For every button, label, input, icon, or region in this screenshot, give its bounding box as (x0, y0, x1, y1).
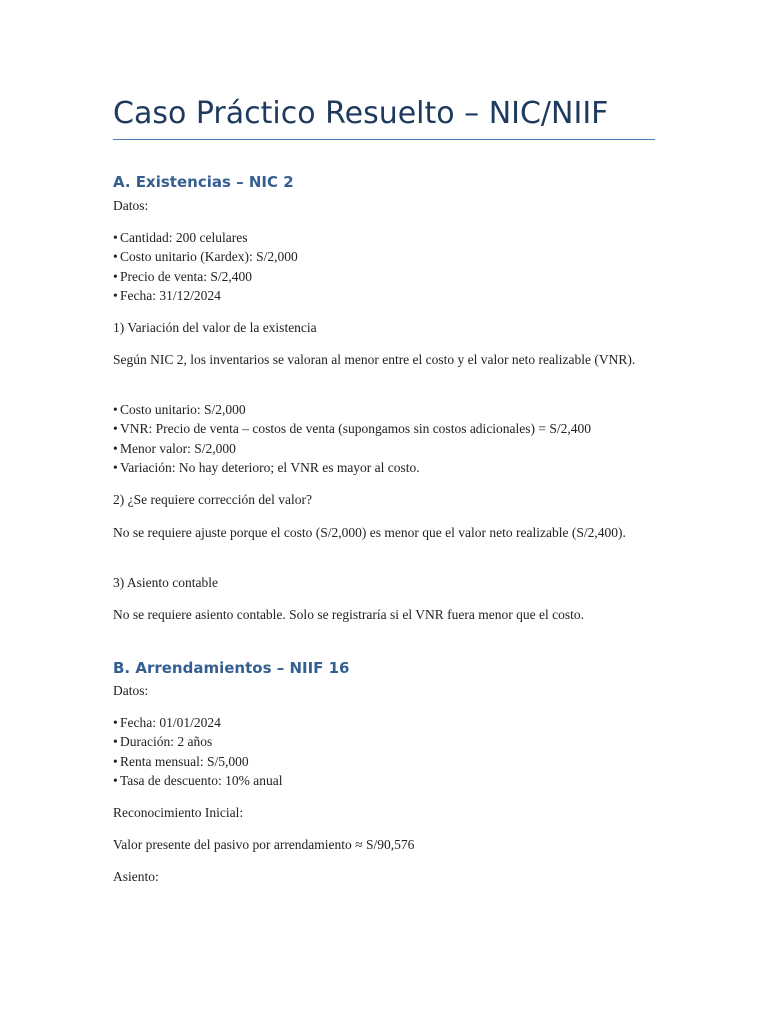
list-item: • Precio de venta: S/2,400 (113, 267, 655, 286)
list-item: • Costo unitario (Kardex): S/2,000 (113, 247, 655, 266)
list-item: • Menor valor: S/2,000 (113, 439, 655, 458)
list-item: • Renta mensual: S/5,000 (113, 752, 655, 771)
list-item: • Variación: No hay deterioro; el VNR es mayor al costo. (113, 458, 655, 477)
bullet: • (113, 772, 118, 788)
bullet: • (113, 402, 118, 417)
list-item: • Costo unitario: S/2,000 (113, 400, 655, 419)
section-a-question-1: 1) Variación del valor de la existencia (113, 320, 317, 335)
bullet: • (113, 715, 118, 730)
bullet: • (113, 230, 118, 245)
section-a-question-1-text: Según NIC 2, los inventarios se valoran al menor entre el costo y el valor neto realizable (VNR). (113, 352, 636, 367)
section-a-question-2: 2) ¿Se requiere corrección del valor? (113, 492, 313, 507)
list-item: • Fecha: 01/01/2024 (113, 713, 655, 732)
section-b-asiento-label: Asiento: (113, 869, 159, 884)
section-a-question-1-list (113, 400, 655, 477)
bullet: • (113, 753, 118, 769)
section-b-heading: B. Arrendamientos – NIIF 16 (113, 659, 350, 677)
list-item: • Fecha: 31/12/2024 (113, 286, 655, 305)
section-a-datos-list (113, 228, 655, 305)
section-a-question-3-text: No se requiere asiento contable. Solo se registraría si el VNR fuera menor que el costo. (113, 607, 584, 622)
list-item: • VNR: Precio de venta – costos de venta (supongamos sin costos adicionales) = S/2,400 (113, 419, 655, 438)
bullet: • (113, 268, 118, 284)
bullet: • (113, 459, 118, 475)
section-a-heading: A. Existencias – NIC 2 (113, 173, 294, 191)
bullet: • (113, 440, 118, 456)
document-title: Caso Práctico Resuelto – NIC/NIIF (113, 96, 609, 131)
bullet: • (113, 249, 118, 265)
bullet: • (113, 287, 118, 303)
list-item: • Duración: 2 años (113, 732, 655, 751)
bullet: • (113, 734, 118, 750)
section-b-datos-list (113, 713, 655, 790)
section-b-reconocimiento-label: Reconocimiento Inicial: (113, 805, 244, 820)
section-a-question-3: 3) Asiento contable (113, 575, 218, 590)
bullet: • (113, 421, 118, 437)
section-a-datos-label: Datos: (113, 198, 149, 213)
list-item: • Cantidad: 200 celulares (113, 228, 655, 247)
list-item: • Tasa de descuento: 10% anual (113, 771, 655, 790)
section-a-question-2-text: No se requiere ajuste porque el costo (S/2,000) es menor que el valor neto realizable (S/2,400). (113, 525, 626, 540)
section-b-valor-presente: Valor presente del pasivo por arrendamiento ≈ S/90,576 (113, 837, 415, 852)
title-underline (113, 139, 655, 140)
section-b-datos-label: Datos: (113, 683, 149, 698)
